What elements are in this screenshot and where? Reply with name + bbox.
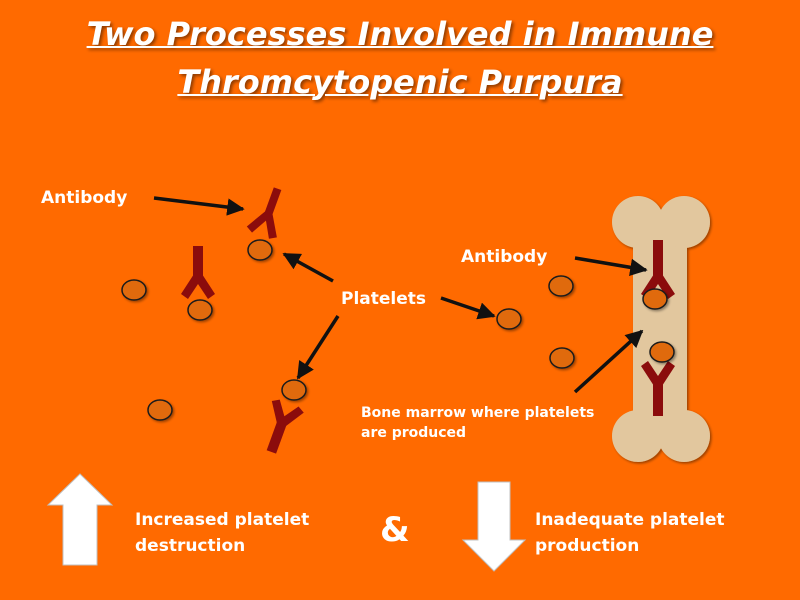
platelets-label: Platelets: [341, 289, 427, 309]
arrow-platelets-to-right: [441, 298, 494, 316]
antibody-label-left: Antibody: [41, 188, 128, 208]
platelet: [122, 280, 146, 300]
arrow-platelets-to-upper: [284, 254, 333, 281]
arrow-antibody-left: [154, 198, 243, 209]
antibody-label-right: Antibody: [461, 247, 548, 267]
increased-destruction-label: Increased platelet destruction: [135, 510, 310, 556]
platelet: [188, 300, 212, 320]
antibody-shape: [245, 183, 292, 241]
arrow-platelets-to-lower: [298, 316, 338, 378]
slide-title-line1: Two Processes Involved in Immune: [86, 15, 714, 53]
bone-marrow-label: Bone marrow where platelets are produced: [361, 405, 595, 441]
up-arrow-icon: [48, 474, 112, 565]
ampersand: &: [380, 510, 410, 550]
platelet: [148, 400, 172, 420]
antibody-shape: [255, 397, 305, 457]
slide-title-line2: Thromcytopenic Purpura: [177, 63, 623, 101]
platelet: [497, 309, 521, 329]
platelet: [650, 342, 674, 362]
inadequate-production-label: Inadequate platelet production: [535, 510, 725, 556]
platelet: [550, 348, 574, 368]
down-arrow-icon: [463, 482, 525, 571]
platelet: [248, 240, 272, 260]
bone-marrow-bone: [612, 196, 710, 462]
platelet: [549, 276, 573, 296]
arrow-bone-marrow: [575, 331, 642, 392]
platelet: [282, 380, 306, 400]
antibody-shape: [181, 246, 215, 299]
platelet: [643, 289, 667, 309]
